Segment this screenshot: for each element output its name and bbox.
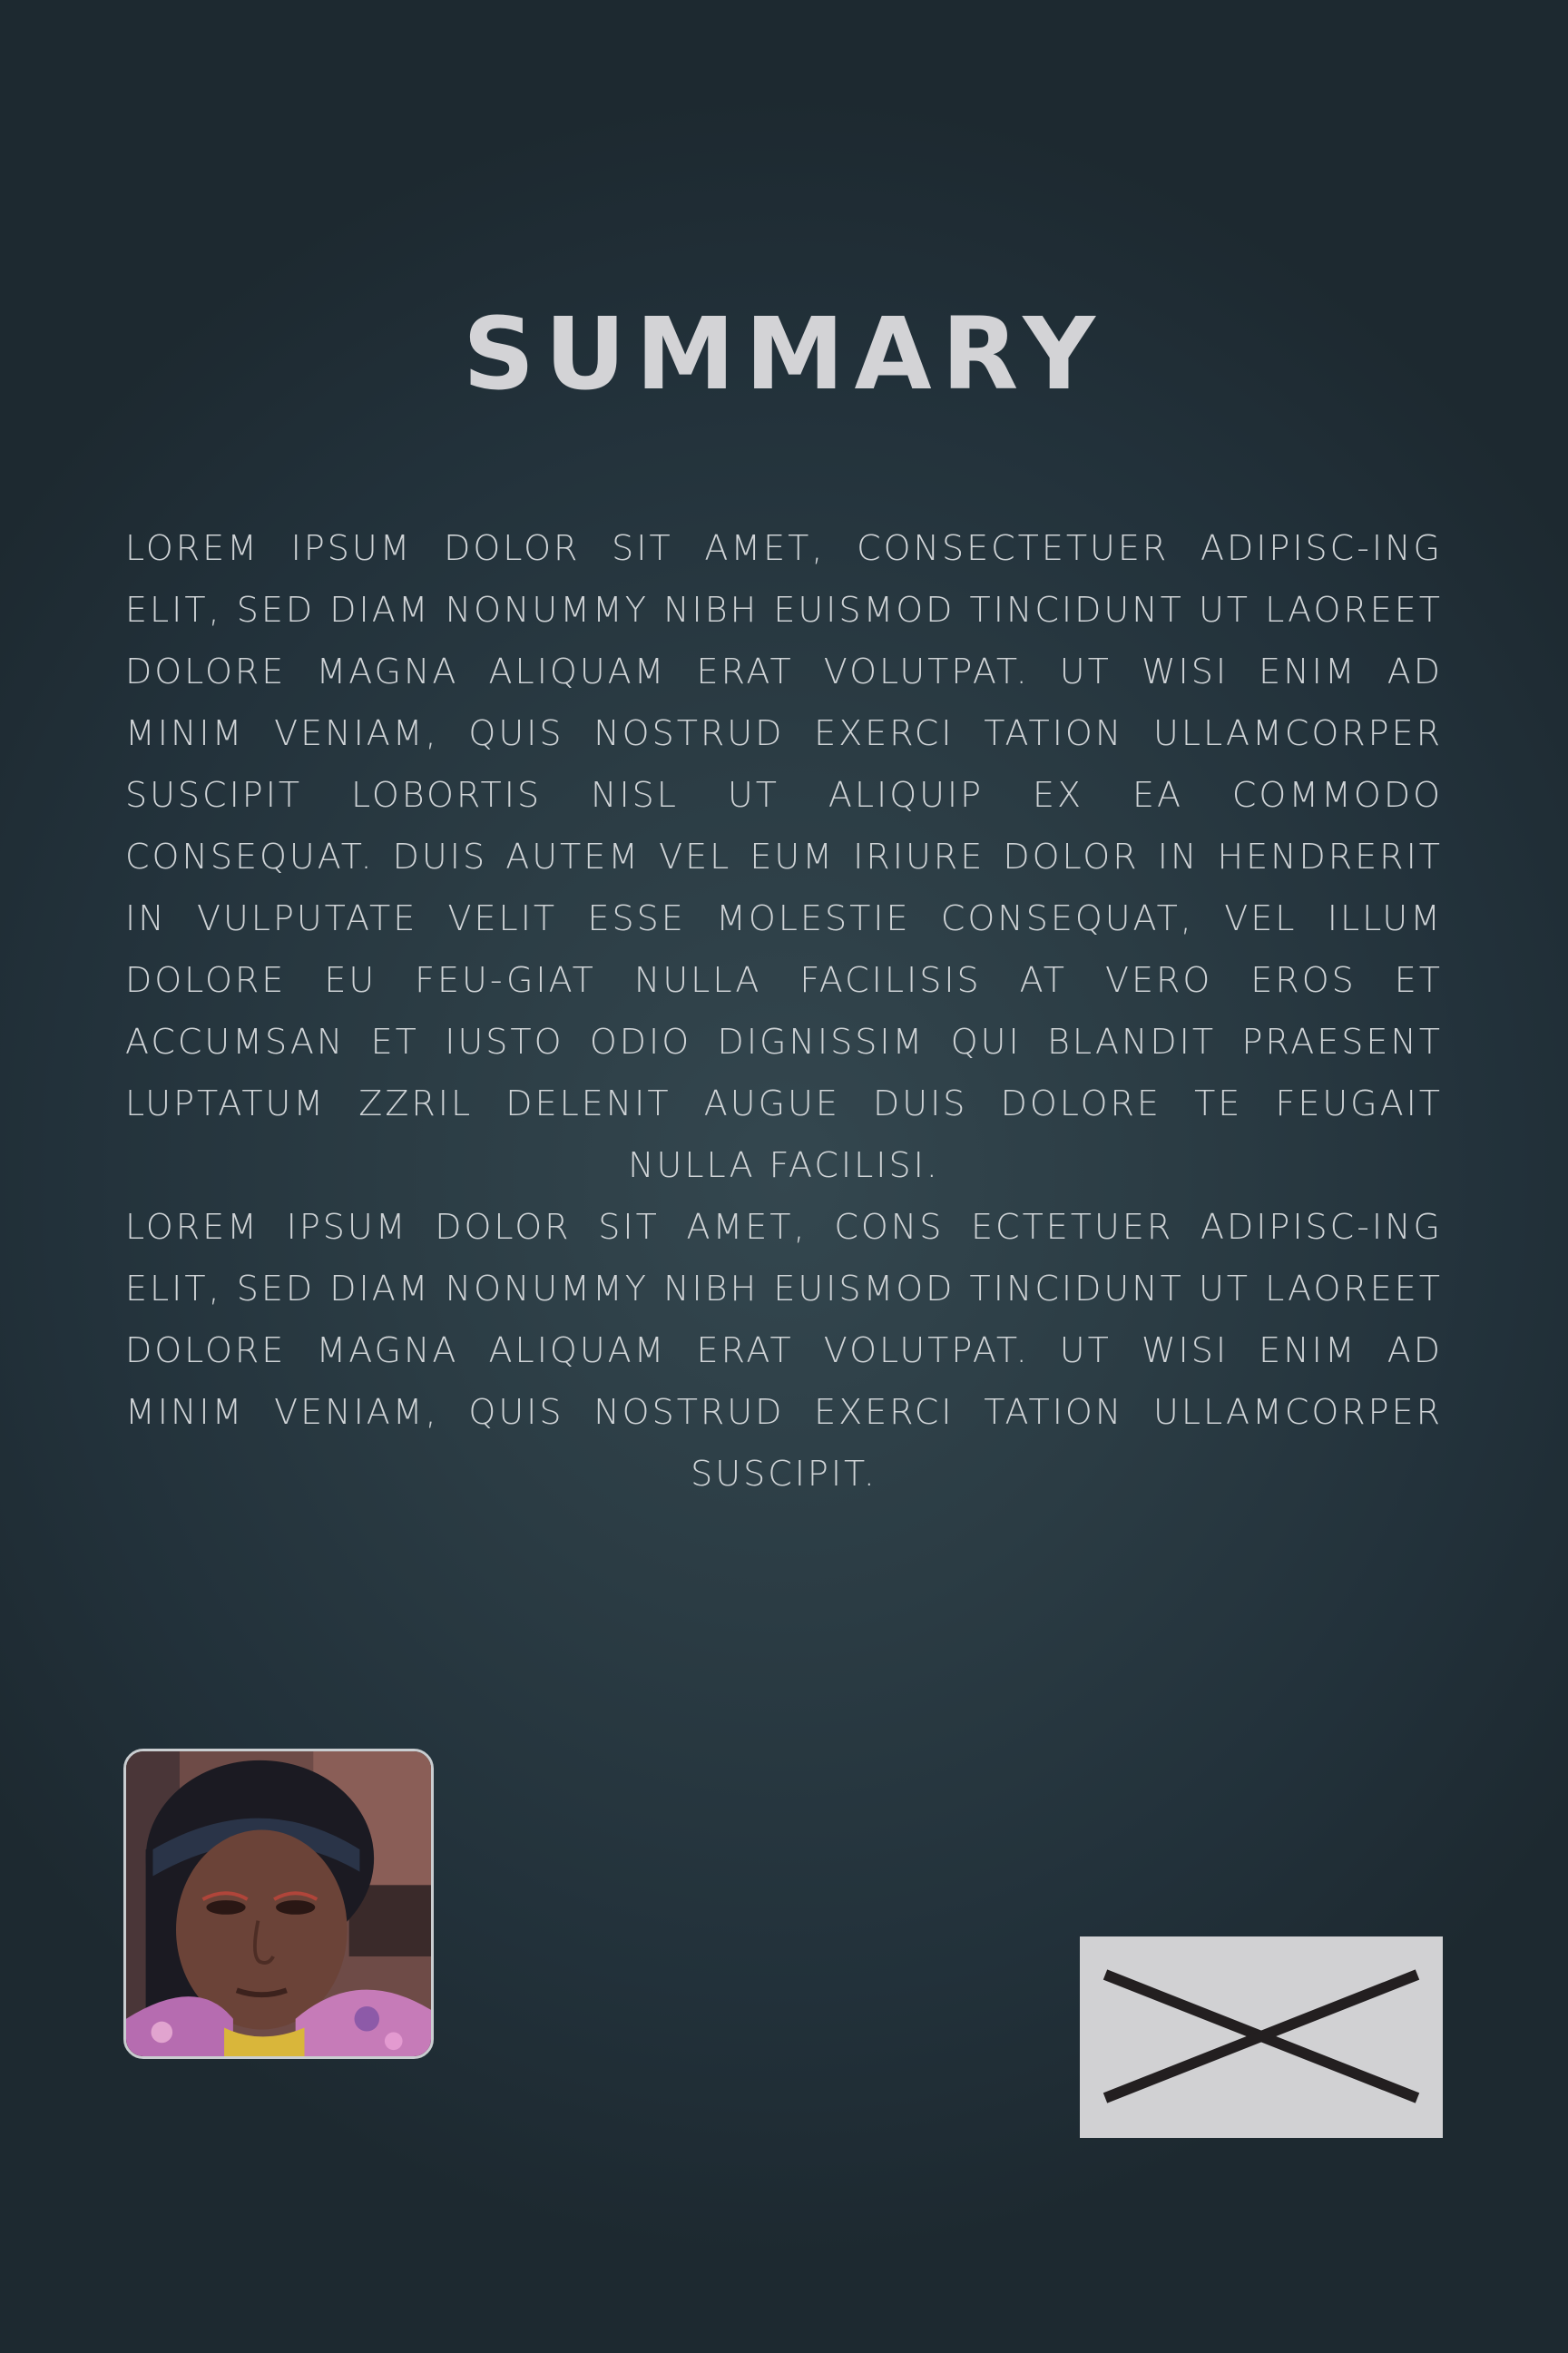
profile-photo-icon	[126, 1751, 431, 2056]
summary-body	[125, 517, 1443, 1505]
summary-paragraph-1: LOREM IPSUM DOLOR SIT AMET, CONSECTETUER ADIPISC-ING ELIT, SED DIAM NONUMMY NIBH EUISMOD TINCIDUNT UT LAOREET DOLORE MAGNA ALIQUAM ERAT VOLUTPAT. UT WISI ENIM AD MINIM VENIAM, QUIS NOSTRUD EXERCI TATION ULLAMCORPER SUSCIPIT LOBORTIS NISL UT ALIQUIP EX EA COMMODO CONSEQUAT. DUIS AUTEM VEL EUM IRIURE DOLOR IN HENDRERIT IN VULPUTATE VELIT ESSE MOLESTIE CONSEQUAT, VEL ILLUM DOLORE EU FEU-GIAT NULLA FACILISIS AT VERO EROS ET ACCUMSAN ET IUSTO ODIO DIGNISSIM QUI BLANDIT PRAESENT LUPTATUM ZZRIL DELENIT AUGUE DUIS DOLORE TE FEUGAIT NULLA FACILISI.	[125, 528, 1443, 1185]
image-placeholder	[1080, 1936, 1443, 2138]
avatar	[123, 1749, 434, 2059]
page-title: SUMMARY	[463, 296, 1105, 412]
summary-paragraph-2: LOREM IPSUM DOLOR SIT AMET, CONS ECTETUER ADIPISC-ING ELIT, SED DIAM NONUMMY NIBH EUISMOD TINCIDUNT UT LAOREET DOLORE MAGNA ALIQUAM ERAT VOLUTPAT. UT WISI ENIM AD MINIM VENIAM, QUIS NOSTRUD EXERCI TATION ULLAMCORPER SUSCIPIT.	[125, 1207, 1443, 1494]
image-placeholder-icon	[1080, 1936, 1443, 2138]
